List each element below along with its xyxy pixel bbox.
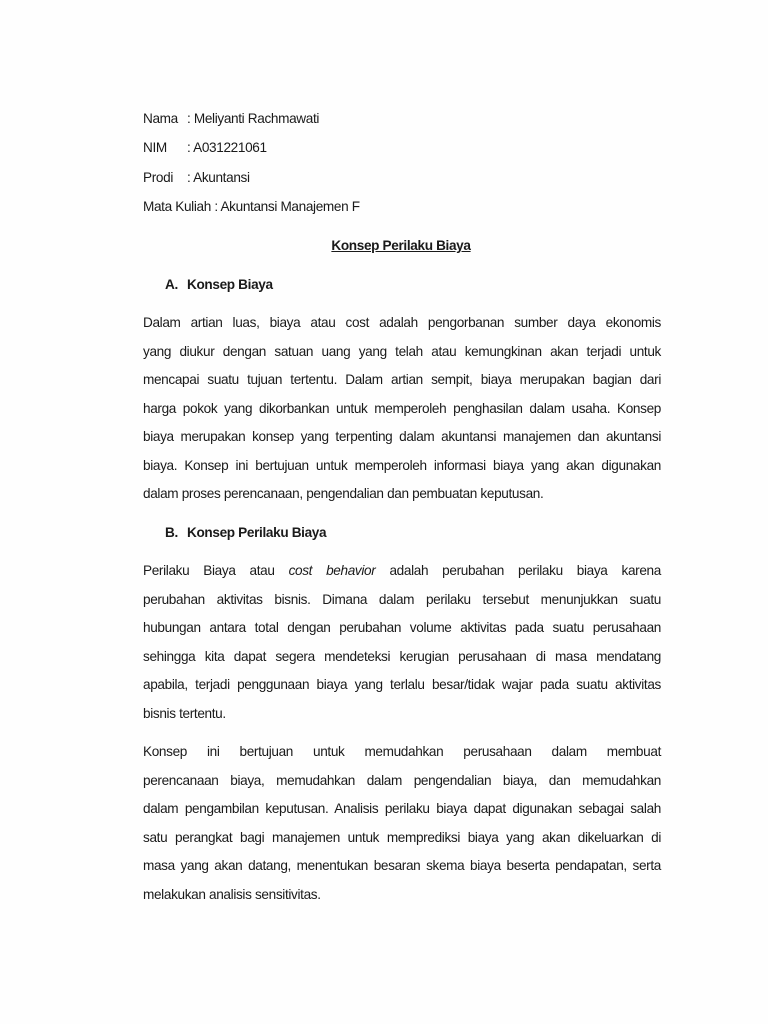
section-b-p1-line-4: sehingga kita dapat segera mendeteksi kerugian perusahaan di masa mendatang [143, 649, 661, 664]
section-b-p2-line-3: dalam pengambilan keputusan. Analisis perilaku biaya dapat digunakan sebagai salah [143, 801, 661, 816]
section-b-p2-line-6: melakukan analisis sensitivitas. [143, 887, 321, 902]
section-a-marker: A. [165, 277, 178, 292]
matakuliah-row: Mata Kuliah : Akuntansi Manajemen F [143, 199, 360, 214]
section-a-line-4: harga pokok yang dikorbankan untuk memperoleh penghasilan dalam usaha. Konsep [143, 401, 661, 416]
section-b-p2-line-4: satu perangkat bagi manajemen untuk memprediksi biaya yang akan dikeluarkan di [143, 830, 661, 845]
nim-label: NIM [143, 140, 167, 155]
prodi-value: : Akuntansi [187, 170, 250, 185]
nim-value: : A031221061 [187, 140, 267, 155]
section-b-p1-line-2: perubahan aktivitas bisnis. Dimana dalam perilaku tersebut menunjukkan suatu [143, 592, 661, 607]
prodi-label: Prodi [143, 170, 173, 185]
section-b-p1-line-3: hubungan antara total dengan perubahan volume aktivitas pada suatu perusahaan [143, 620, 661, 635]
section-a-heading [165, 277, 273, 293]
nama-label: Nama [143, 111, 178, 126]
p1-italic-term: cost behavior [288, 563, 376, 578]
section-b-p2-line-1: Konsep ini bertujuan untuk memudahkan perusahaan dalam membuat [143, 744, 661, 759]
section-b-p1-line-6: bisnis tertentu. [143, 706, 226, 721]
section-b-heading [165, 525, 326, 541]
p1-text-before: Perilaku Biaya atau [143, 563, 275, 578]
section-b-p1-line-5: apabila, terjadi penggunaan biaya yang terlalu besar/tidak wajar pada suatu aktivitas [143, 677, 661, 692]
nama-value: : Meliyanti Rachmawati [187, 111, 320, 126]
section-b-title: Konsep Perilaku Biaya [187, 525, 327, 540]
section-a-line-2: yang diukur dengan satuan uang yang telah atau kemungkinan akan terjadi untuk [143, 344, 661, 359]
section-b-marker: B. [165, 525, 178, 540]
section-a-line-1: Dalam artian luas, biaya atau cost adalah pengorbanan sumber daya ekonomis [143, 315, 661, 330]
section-b-p1-line-1 [143, 563, 661, 579]
section-a-line-5: biaya merupakan konsep yang terpenting dalam akuntansi manajemen dan akuntansi [143, 429, 661, 444]
section-a-line-3: mencapai suatu tujuan tertentu. Dalam artian sempit, biaya merupakan bagian dari [143, 372, 661, 387]
nim-row [143, 140, 267, 156]
section-b-p2-line-5: masa yang akan datang, menentukan besaran skema biaya beserta pendapatan, serta [143, 858, 661, 873]
section-a-line-6: biaya. Konsep ini bertujuan untuk memperoleh informasi biaya yang akan digunakan [143, 458, 661, 473]
nama-row [143, 111, 319, 127]
section-a-title: Konsep Biaya [187, 277, 273, 292]
document-title: Konsep Perilaku Biaya [331, 238, 471, 253]
p1-text-after: adalah perubahan perilaku biaya karena [389, 563, 661, 578]
section-a-line-7: dalam proses perencanaan, pengendalian dan pembuatan keputusan. [143, 486, 544, 501]
section-b-p2-line-2: perencanaan biaya, memudahkan dalam pengendalian biaya, dan memudahkan [143, 773, 661, 788]
prodi-row [143, 170, 250, 186]
